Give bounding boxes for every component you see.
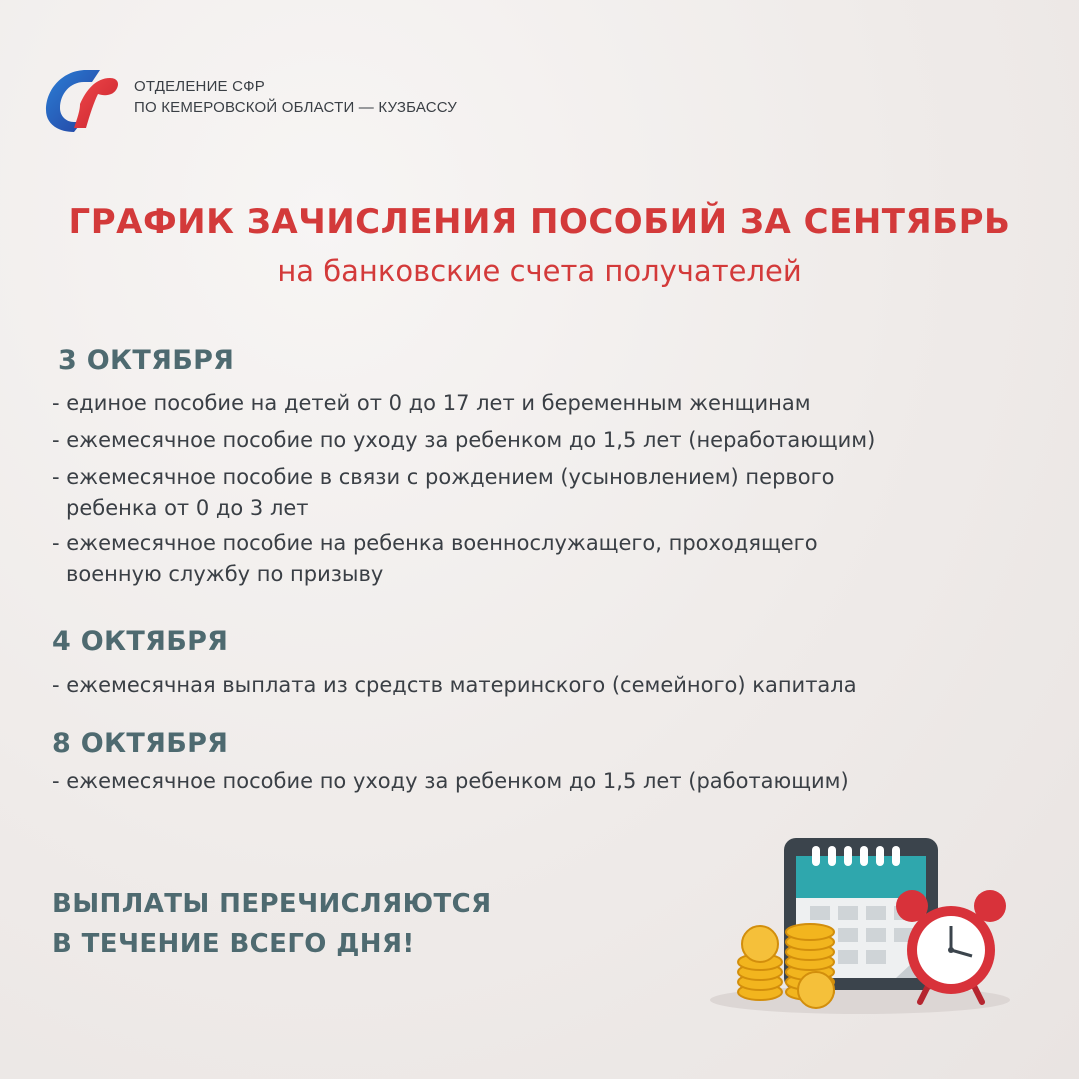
date-heading-oct-8: 8 ОКТЯБРЯ xyxy=(52,728,229,759)
benefit-item xyxy=(52,670,857,701)
sfr-logo-icon xyxy=(40,60,122,134)
benefit-item-text: - ежемесячное пособие на ребенка военнослужащего, проходящего xyxy=(52,531,818,555)
footer-line1: ВЫПЛАТЫ ПЕРЕЧИСЛЯЮТСЯ xyxy=(52,889,492,919)
page-subtitle: на банковские счета получателей xyxy=(277,254,802,288)
org-header xyxy=(40,60,457,134)
benefit-item-text-cont: ребенка от 0 до 3 лет xyxy=(66,496,309,520)
benefit-item xyxy=(52,388,811,419)
org-name-line1: ОТДЕЛЕНИЕ СФР xyxy=(134,78,265,95)
benefit-item-text: - ежемесячное пособие в связи с рождением (усыновлением) первого xyxy=(52,465,835,489)
benefit-item xyxy=(52,425,875,456)
footer-line2: В ТЕЧЕНИЕ ВСЕГО ДНЯ! xyxy=(52,929,415,959)
benefit-item-text: - ежемесячная выплата из средств материнского (семейного) капитала xyxy=(52,673,857,697)
org-name-line2: ПО КЕМЕРОВСКОЙ ОБЛАСТИ — КУЗБАССУ xyxy=(134,99,458,116)
calendar-coins-clock-illustration xyxy=(700,832,1030,1032)
date-heading-oct-3: 3 ОКТЯБРЯ xyxy=(58,345,235,376)
footer-note xyxy=(52,884,492,964)
benefit-item xyxy=(52,528,818,590)
benefit-item xyxy=(52,766,849,797)
benefit-item xyxy=(52,462,835,524)
org-name xyxy=(134,76,457,118)
benefit-item-text: - ежемесячное пособие по уходу за ребенком до 1,5 лет (неработающим) xyxy=(52,428,876,452)
page-title: ГРАФИК ЗАЧИСЛЕНИЯ ПОСОБИЙ ЗА СЕНТЯБРЬ xyxy=(68,202,1011,242)
benefit-item-text-cont: военную службу по призыву xyxy=(66,562,384,586)
benefit-item-text: - ежемесячное пособие по уходу за ребенком до 1,5 лет (работающим) xyxy=(52,769,849,793)
benefit-item-text: - единое пособие на детей от 0 до 17 лет и беременным женщинам xyxy=(52,391,811,415)
date-heading-oct-4: 4 ОКТЯБРЯ xyxy=(52,626,229,657)
